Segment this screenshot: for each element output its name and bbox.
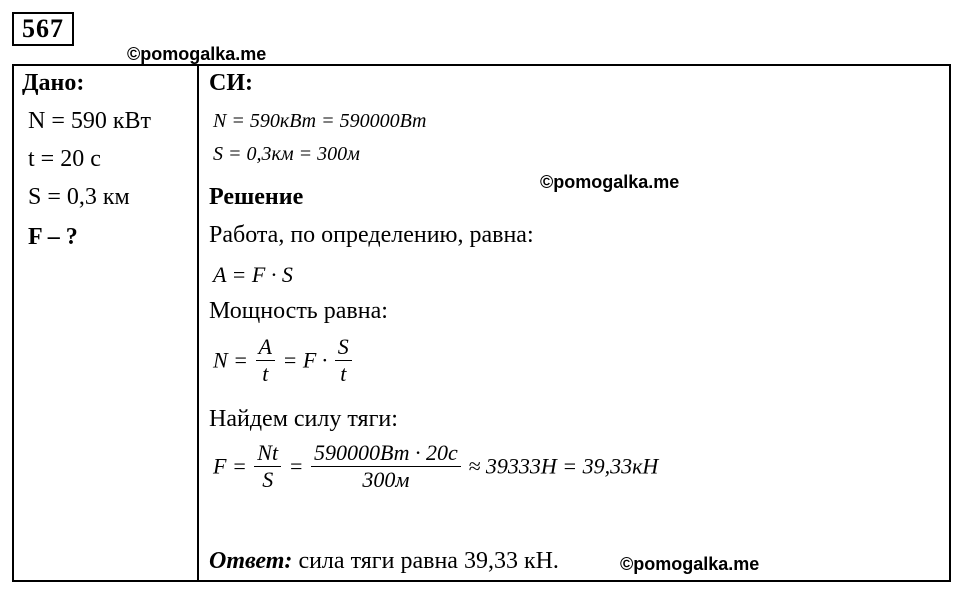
numerator: 590000Вт · 20с bbox=[313, 440, 458, 465]
numerator: S bbox=[337, 334, 349, 359]
numerator: A bbox=[258, 334, 272, 359]
answer-label: Ответ: bbox=[209, 548, 293, 574]
si-header: СИ: bbox=[209, 70, 253, 96]
given-unknown: F – ? bbox=[28, 224, 78, 250]
power-text: Мощность равна: bbox=[209, 298, 388, 324]
given-time: t = 20 с bbox=[28, 146, 101, 172]
column-divider bbox=[197, 64, 199, 582]
si-distance: S = 0,3км = 300м bbox=[213, 143, 360, 165]
work-formula: A = F · S bbox=[213, 262, 293, 287]
answer-text: сила тяги равна 39,33 кН. bbox=[298, 548, 559, 574]
given-header: Дано: bbox=[22, 70, 85, 96]
fraction-nt-over-s bbox=[254, 440, 281, 493]
power-formula-mid: = F · bbox=[282, 347, 328, 373]
problem-number: 567 bbox=[12, 12, 74, 46]
traction-text: Найдем силу тяги: bbox=[209, 406, 398, 432]
watermark: ©pomogalka.me bbox=[540, 172, 680, 192]
watermark: ©pomogalka.me bbox=[127, 44, 267, 64]
si-power: N = 590кВт = 590000Вт bbox=[213, 110, 427, 132]
watermark: ©pomogalka.me bbox=[620, 554, 760, 574]
solution-table bbox=[12, 64, 951, 582]
given-distance: S = 0,3 км bbox=[28, 184, 130, 210]
fraction-a-over-t bbox=[256, 334, 275, 387]
traction-formula: F = $\frac{Nt}{S}$ = $\frac{590000Вт \cdot 20с}{300м}$ ≈ 39333Н = 39,33кН bbox=[213, 440, 659, 492]
solution-header: Решение bbox=[209, 184, 304, 210]
answer bbox=[209, 548, 559, 575]
work-definition-text: Работа, по определению, равна: bbox=[209, 222, 534, 248]
given-power: N = 590 кВт bbox=[28, 108, 152, 134]
denominator: S bbox=[254, 466, 281, 493]
numerator: Nt bbox=[257, 440, 279, 465]
power-formula bbox=[213, 334, 354, 387]
fraction-s-over-t bbox=[335, 334, 352, 387]
denominator: t bbox=[256, 360, 275, 387]
denominator: 300м bbox=[311, 466, 461, 493]
denominator: t bbox=[335, 360, 352, 387]
fraction-values bbox=[311, 440, 461, 493]
power-formula-lhs: N = bbox=[213, 347, 249, 373]
traction-result: ≈ 39333Н = 39,33кН bbox=[468, 453, 659, 479]
traction-formula-lhs: F = bbox=[213, 453, 247, 479]
